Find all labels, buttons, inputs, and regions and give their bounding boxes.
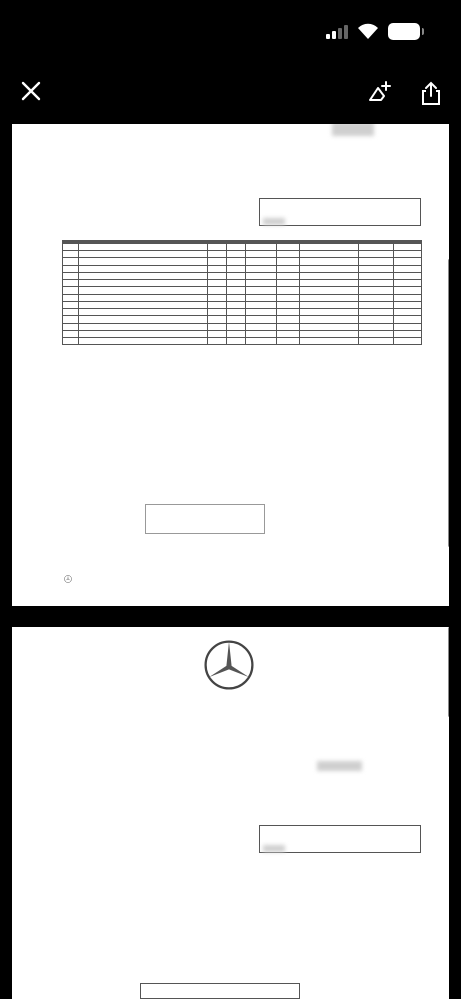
table-cell: [208, 330, 227, 337]
row-number: [63, 251, 79, 258]
table-cell: [358, 244, 393, 251]
table-row: [63, 309, 422, 316]
close-icon[interactable]: [18, 78, 44, 104]
table-cell: [358, 287, 393, 294]
table-cell: [246, 272, 277, 279]
battery-icon: [388, 23, 420, 40]
table-cell: [246, 316, 277, 323]
table-cell: [299, 316, 358, 323]
row-number: [63, 338, 79, 345]
table-cell: [227, 309, 246, 316]
product-cell: [79, 280, 208, 287]
table-cell: [299, 244, 358, 251]
table-cell: [227, 244, 246, 251]
table-cell: [246, 244, 277, 251]
table-cell: [393, 294, 421, 301]
table-cell: [227, 294, 246, 301]
table-cell: [276, 265, 299, 272]
table-cell: [276, 280, 299, 287]
table-cell: [358, 309, 393, 316]
table-cell: [227, 301, 246, 308]
table-cell: [276, 316, 299, 323]
product-cell: [79, 244, 208, 251]
cellular-signal-icon: [326, 25, 348, 39]
table-cell: [276, 251, 299, 258]
table-cell: [276, 323, 299, 330]
table-cell: [276, 309, 299, 316]
mercedes-star-logo-icon: [203, 639, 255, 691]
table-cell: [208, 265, 227, 272]
row-number: [63, 244, 79, 251]
table-cell: [393, 301, 421, 308]
scrollbar[interactable]: [448, 259, 449, 547]
table-cell: [299, 251, 358, 258]
redacted-block: [317, 761, 362, 771]
table-cell: [276, 301, 299, 308]
table-cell: [246, 338, 277, 345]
row-number: [63, 323, 79, 330]
invoice-page-2: [12, 627, 449, 999]
table-cell: [227, 338, 246, 345]
table-cell: [358, 338, 393, 345]
table-cell: [358, 258, 393, 265]
row-number: [63, 330, 79, 337]
table-cell: [227, 251, 246, 258]
table-cell: [393, 251, 421, 258]
table-cell: [393, 330, 421, 337]
viewer-toolbar: [0, 62, 461, 124]
product-cell: [79, 265, 208, 272]
table-row: [63, 301, 422, 308]
table-cell: [246, 323, 277, 330]
product-cell: [79, 338, 208, 345]
row-number: [63, 316, 79, 323]
table-cell: [227, 265, 246, 272]
status-bar: [0, 0, 461, 62]
table-cell: [299, 294, 358, 301]
table-cell: [276, 330, 299, 337]
table-cell: [299, 330, 358, 337]
table-cell: [276, 287, 299, 294]
product-cell: [79, 309, 208, 316]
redacted-block: [332, 124, 374, 136]
row-number: [63, 301, 79, 308]
table-cell: [358, 251, 393, 258]
table-cell: [358, 280, 393, 287]
table-row: [63, 244, 422, 251]
table-cell: [276, 272, 299, 279]
table-cell: [208, 316, 227, 323]
table-cell: [276, 338, 299, 345]
table-row: [63, 258, 422, 265]
table-cell: [358, 330, 393, 337]
scrollbar[interactable]: [448, 627, 449, 717]
row-number: [63, 265, 79, 272]
row-number: [63, 272, 79, 279]
table-cell: [208, 294, 227, 301]
invoice-page-1: [12, 124, 449, 606]
table-cell: [299, 338, 358, 345]
table-row: [63, 280, 422, 287]
row-number: [63, 294, 79, 301]
table-cell: [246, 287, 277, 294]
product-cell: [79, 323, 208, 330]
markup-icon[interactable]: [367, 80, 393, 106]
table-cell: [358, 301, 393, 308]
table-cell: [246, 330, 277, 337]
product-cell: [79, 316, 208, 323]
table-cell: [393, 272, 421, 279]
table-cell: [227, 272, 246, 279]
row-number: [63, 258, 79, 265]
table-cell: [208, 309, 227, 316]
wifi-icon: [357, 22, 379, 40]
table-cell: [299, 265, 358, 272]
row-number: [63, 309, 79, 316]
table-cell: [393, 280, 421, 287]
table-cell: [208, 323, 227, 330]
shipping-box: [140, 983, 300, 999]
table-cell: [358, 316, 393, 323]
product-cell: [79, 287, 208, 294]
table-cell: [276, 244, 299, 251]
table-cell: [276, 258, 299, 265]
table-cell: [246, 258, 277, 265]
table-cell: [208, 287, 227, 294]
table-cell: [358, 272, 393, 279]
table-cell: [246, 265, 277, 272]
table-cell: [393, 323, 421, 330]
table-cell: [393, 338, 421, 345]
table-cell: [358, 323, 393, 330]
table-cell: [299, 272, 358, 279]
table-cell: [299, 309, 358, 316]
row-number: [63, 280, 79, 287]
table-cell: [393, 244, 421, 251]
table-cell: [299, 301, 358, 308]
table-row: [63, 287, 422, 294]
table-cell: [208, 244, 227, 251]
table-cell: [227, 323, 246, 330]
share-icon[interactable]: [418, 80, 444, 106]
table-cell: [358, 265, 393, 272]
table-cell: [393, 287, 421, 294]
table-cell: [208, 301, 227, 308]
table-row: [63, 330, 422, 337]
table-row: [63, 294, 422, 301]
table-cell: [227, 316, 246, 323]
items-table: [62, 240, 422, 345]
table-cell: [299, 287, 358, 294]
redacted-block: [263, 845, 285, 852]
table-cell: [227, 280, 246, 287]
table-cell: [393, 309, 421, 316]
table-cell: [393, 316, 421, 323]
table-cell: [246, 251, 277, 258]
table-cell: [246, 294, 277, 301]
product-cell: [79, 330, 208, 337]
table-cell: [276, 294, 299, 301]
table-row: [63, 316, 422, 323]
table-row: [63, 251, 422, 258]
table-cell: [227, 330, 246, 337]
row-number: [63, 287, 79, 294]
table-row: [63, 272, 422, 279]
table-cell: [208, 338, 227, 345]
table-row: [63, 265, 422, 272]
barcode-image: [160, 512, 250, 531]
table-cell: [246, 301, 277, 308]
table-cell: [246, 280, 277, 287]
table-cell: [299, 258, 358, 265]
product-cell: [79, 294, 208, 301]
table-cell: [208, 280, 227, 287]
table-cell: [246, 309, 277, 316]
table-cell: [227, 258, 246, 265]
table-row: [63, 338, 422, 345]
table-cell: [393, 258, 421, 265]
product-cell: [79, 251, 208, 258]
table-cell: [393, 265, 421, 272]
table-cell: [208, 258, 227, 265]
redacted-block: [263, 218, 285, 225]
table-cell: [299, 280, 358, 287]
table-cell: [299, 323, 358, 330]
mercedes-star-icon: [64, 575, 72, 583]
product-cell: [79, 301, 208, 308]
table-row: [63, 323, 422, 330]
product-cell: [79, 258, 208, 265]
table-cell: [227, 287, 246, 294]
table-cell: [208, 251, 227, 258]
table-cell: [208, 272, 227, 279]
product-cell: [79, 272, 208, 279]
table-cell: [358, 294, 393, 301]
